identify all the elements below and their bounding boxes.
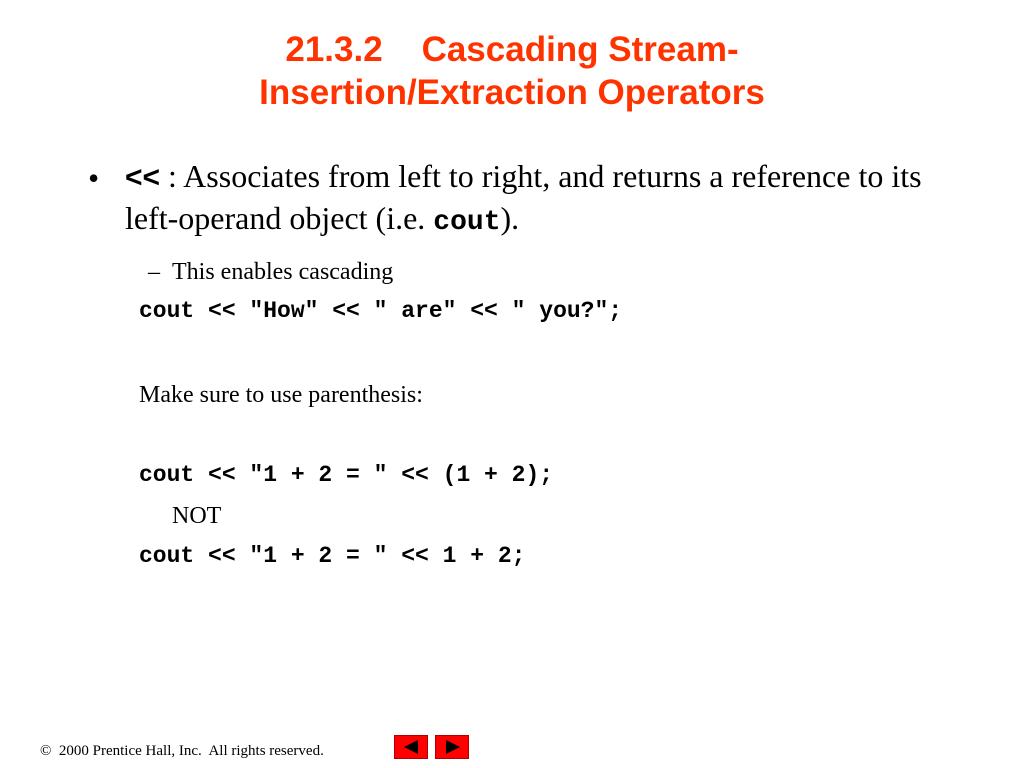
not-label: NOT — [172, 503, 222, 529]
next-slide-button[interactable] — [435, 735, 469, 759]
bullet-text-part2: ). — [500, 200, 520, 236]
copyright-footer: © 2000 Prentice Hall, Inc. All rights reserved. — [40, 743, 324, 759]
bullet-text — [125, 156, 945, 243]
right-arrow-icon — [436, 736, 468, 758]
slide-title — [0, 28, 1024, 114]
bullet-marker: • — [88, 160, 100, 196]
code-example-correct: cout << "1 + 2 = " << (1 + 2); — [139, 462, 554, 488]
sub-bullet-marker: – — [148, 259, 160, 285]
cout-keyword: cout — [433, 207, 501, 238]
title-line-1: 21.3.2 Cascading Stream- — [285, 30, 739, 69]
operator-symbol: << — [125, 161, 161, 194]
bullet-text-part1: : Associates from left to right, and returns a reference to its left-operand object (i.e. — [125, 158, 922, 236]
previous-slide-button[interactable] — [394, 735, 428, 759]
code-example-incorrect: cout << "1 + 2 = " << 1 + 2; — [139, 543, 526, 569]
sub-bullet-text: This enables cascading — [172, 259, 394, 285]
code-example-cascading: cout << "How" << " are" << " you?"; — [139, 298, 623, 324]
left-arrow-icon — [395, 736, 427, 758]
parenthesis-note: Make sure to use parenthesis: — [139, 382, 423, 408]
title-line-2: Insertion/Extraction Operators — [259, 73, 765, 112]
